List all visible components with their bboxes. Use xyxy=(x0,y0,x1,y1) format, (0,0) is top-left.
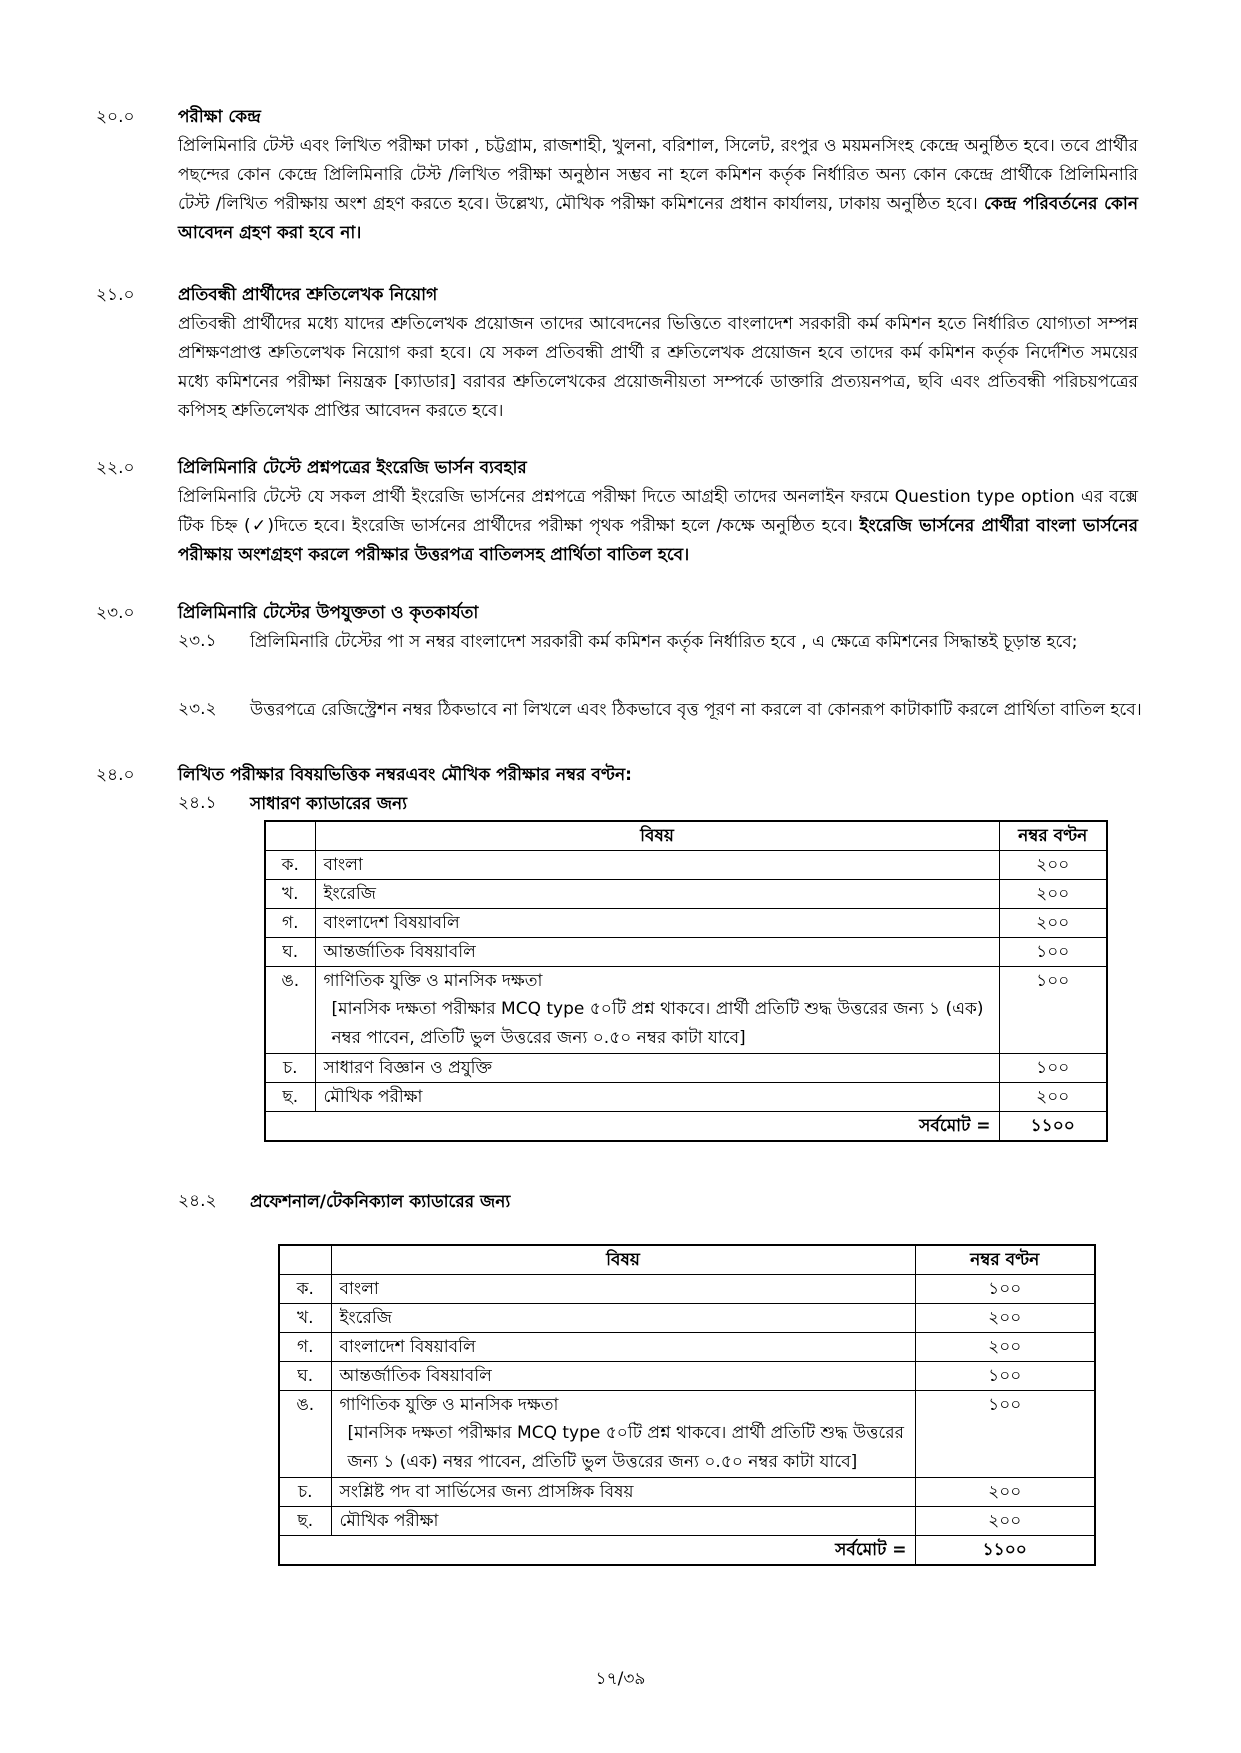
subitem-number: ২৩.২ xyxy=(178,699,217,719)
table-row: খ. ইংরেজি ২০০ xyxy=(265,880,1107,909)
total-label: সর্বমোট = xyxy=(279,1536,915,1566)
subsection-title: প্রফেশনাল/টেকনিক্যাল ক্যাডারের জন্য xyxy=(250,1192,511,1212)
section-title: প্রিলিমিনারি টেস্টের উপযুক্ততা ও কৃতকার্যতা xyxy=(178,603,479,623)
section-title: প্রিলিমিনারি টেস্টে প্রশ্নপত্রের ইংরেজি ভার্সন ব্যবহার xyxy=(178,458,527,478)
header-subject: বিষয় xyxy=(315,821,999,851)
section-number: ২২.০ xyxy=(96,458,135,478)
math-note: [মানসিক দক্ষতা পরীক্ষার MCQ type ৫০টি প্রশ্ন থাকবে। প্রার্থী প্রতিটি শুদ্ধ উত্তরের জন্য ১ (এক) নম্বর পাবেন, প্রতিটি ভুল উত্তরের জন্য ০.৫০ নম্বর কাটা যাবে] xyxy=(347,1423,904,1472)
section-number: ২০.০ xyxy=(96,107,135,127)
subitem-number: ২৩.১ xyxy=(178,631,217,651)
table-header-row xyxy=(279,1245,1095,1275)
table-row: গ. বাংলাদেশ বিষয়াবলি ২০০ xyxy=(265,909,1107,938)
subsection-title: সাধারণ ক্যাডারের জন্য xyxy=(250,794,408,814)
total-value: ১১০০ xyxy=(999,1112,1107,1142)
subitem-text: উত্তরপত্রে রেজিস্ট্রেশন নম্বর ঠিকভাবে না লিখলে এবং ঠিকভাবে বৃত্ত পূরণ না করলে বা কোনরূপ কাটাকাটি করলে প্রার্থিতা বাতিল হবে। xyxy=(250,700,1142,720)
table-row: ক. বাংলা ২০০ xyxy=(265,851,1107,880)
table-row: খ. ইংরেজি ২০০ xyxy=(279,1304,1095,1333)
section-title: পরীক্ষা কেন্দ্র xyxy=(178,107,261,127)
section-body: প্রিলিমিনারি টেস্ট এবং লিখিত পরীক্ষা ঢাকা , চট্টগ্রাম, রাজশাহী, খুলনা, বরিশাল, সিলেট, রংপুর ও ময়মনসিংহ কেন্দ্রে অনুষ্ঠিত হবে। তবে প্রার্থীর পছন্দের কোন কেন্দ্রে প্রিলিমিনারি টেস্ট /লিখিত পরীক্ষা অনুষ্ঠান সম্ভব না হলে কমিশন কর্তৃক নির্ধারিত অন্য কোন কেন্দ্রে প্রার্থীকে প্রিলিমিনারি টেস্ট /লিখিত পরীক্ষায় অংশ গ্রহণ করতে হবে। উল্লেখ্য, মৌখিক পরীক্ষা কমিশনের প্রধান কার্যালয়, ঢাকায় অনুষ্ঠিত হবে। কেন্দ্র পরিবর্তনের কোন আবেদন গ্রহণ করা হবে না। xyxy=(178,136,1139,243)
marks-table-general xyxy=(264,820,1108,1142)
subsection-number: ২৪.১ xyxy=(178,793,217,813)
section-title: প্রতিবন্ধী প্রার্থীদের শ্রুতিলেখক নিয়োগ xyxy=(178,285,438,305)
section-number: ২১.০ xyxy=(96,285,135,305)
table-header-row xyxy=(265,821,1107,851)
bold-notice: ইংরেজি ভার্সনের প্রার্থীরা বাংলা ভার্সনের পরীক্ষায় অংশগ্রহণ করলে পরীক্ষার উত্তরপত্র বাতিলসহ প্রার্থিতা বাতিল হবে। xyxy=(178,516,1139,565)
total-value: ১১০০ xyxy=(915,1536,1095,1566)
section-title: লিখিত পরীক্ষার বিষয়ভিত্তিক নম্বরএবং মৌখিক পরীক্ষার নম্বর বণ্টন: xyxy=(178,765,632,785)
table-total-row xyxy=(279,1536,1095,1566)
table-row-math: ঙ. গাণিতিক যুক্তি ও মানসিক দক্ষতা [মানসিক দক্ষতা পরীক্ষার MCQ type ৫০টি প্রশ্ন থাকবে। প্রার্থী প্রতিটি শুদ্ধ উত্তরের জন্য ১ (এক) নম্বর পাবেন, প্রতিটি ভুল উত্তরের জন্য ০.৫০ নম্বর কাটা যাবে] ১০০ xyxy=(279,1391,1095,1478)
table-row: ক. বাংলা ১০০ xyxy=(279,1275,1095,1304)
table-row: ঘ. আন্তর্জাতিক বিষয়াবলি ১০০ xyxy=(279,1362,1095,1391)
header-subject: বিষয় xyxy=(331,1245,915,1275)
total-label: সর্বমোট = xyxy=(265,1112,999,1142)
marks-table-professional xyxy=(278,1244,1096,1566)
page-number: ১৭/৩৯ xyxy=(595,1669,646,1689)
section-body: প্রতিবন্ধী প্রার্থীদের মধ্যে যাদের শ্রুতিলেখক প্রয়োজন তাদের আবেদনের ভিত্তিতে বাংলাদেশ সরকারী কর্ম কমিশন হতে নির্ধারিত যোগ্যতা সম্পন্ন প্রশিক্ষণপ্রাপ্ত শ্রুতিলেখক নিয়োগ করা হবে। যে সকল প্রতিবন্ধী প্রার্থী র শ্রুতিলেখক প্রয়োজন হবে তাদের কর্ম কমিশন কর্তৃক নির্দেশিত সময়ের মধ্যে কমিশনের পরীক্ষা নিয়ন্ত্রক [ক্যাডার] বরাবর শ্রুতিলেখকের প্রয়োজনীয়তা সম্পর্কে ডাক্তারি প্রত্যয়নপত্র, ছবি এবং প্রতিবন্ধী পরিচয়পত্রের কপিসহ শ্রুতিলেখক প্রাপ্তির আবেদন করতে হবে। xyxy=(178,314,1138,421)
table-row: ছ. মৌখিক পরীক্ষা ২০০ xyxy=(279,1507,1095,1536)
table-row: গ. বাংলাদেশ বিষয়াবলি ২০০ xyxy=(279,1333,1095,1362)
subsection-number: ২৪.২ xyxy=(178,1191,217,1211)
table-row: ঘ. আন্তর্জাতিক বিষয়াবলি ১০০ xyxy=(265,938,1107,967)
table-row-math: ঙ. গাণিতিক যুক্তি ও মানসিক দক্ষতা [মানসিক দক্ষতা পরীক্ষার MCQ type ৫০টি প্রশ্ন থাকবে। প্রার্থী প্রতিটি শুদ্ধ উত্তরের জন্য ১ (এক) নম্বর পাবেন, প্রতিটি ভুল উত্তরের জন্য ০.৫০ নম্বর কাটা যাবে] ১০০ xyxy=(265,967,1107,1054)
section-number: ২৪.০ xyxy=(96,765,135,785)
header-marks: নম্বর বণ্টন xyxy=(915,1245,1095,1275)
table-total-row xyxy=(265,1112,1107,1142)
math-note: [মানসিক দক্ষতা পরীক্ষার MCQ type ৫০টি প্রশ্ন থাকবে। প্রার্থী প্রতিটি শুদ্ধ উত্তরের জন্য ১ (এক) নম্বর পাবেন, প্রতিটি ভুল উত্তরের জন্য ০.৫০ নম্বর কাটা যাবে] xyxy=(331,999,984,1048)
subitem-text: প্রিলিমিনারি টেস্টের পা স নম্বর বাংলাদেশ সরকারী কর্ম কমিশন কর্তৃক নির্ধারিত হবে , এ ক্ষেত্রে কমিশনের সিদ্ধান্তই চূড়ান্ত হবে; xyxy=(250,632,1078,652)
section-body: প্রিলিমিনারি টেস্টে যে সকল প্রার্থী ইংরেজি ভার্সনের প্রশ্নপত্রে পরীক্ষা দিতে আগ্রহী তাদের অনলাইন ফরমে Question type option এর বক্সে টিক চিহ্ন (✓)দিতে হবে। ইংরেজি ভার্সনের প্রার্থীদের পরীক্ষা পৃথক পরীক্ষা হলে /কক্ষে অনুষ্ঠিত হবে। ইংরেজি ভার্সনের প্রার্থীরা বাংলা ভার্সনের পরীক্ষায় অংশগ্রহণ করলে পরীক্ষার উত্তরপত্র বাতিলসহ প্রার্থিতা বাতিল হবে। xyxy=(178,487,1139,565)
section-number: ২৩.০ xyxy=(96,603,135,623)
table-row: ছ. মৌখিক পরীক্ষা ২০০ xyxy=(265,1083,1107,1112)
table-row: চ. সাধারণ বিজ্ঞান ও প্রযুক্তি ১০০ xyxy=(265,1054,1107,1083)
bold-notice: কেন্দ্র পরিবর্তনের কোন আবেদন গ্রহণ করা হবে না। xyxy=(178,194,1139,243)
header-marks: নম্বর বণ্টন xyxy=(999,821,1107,851)
table-row: চ. সংশ্লিষ্ট পদ বা সার্ভিসের জন্য প্রাসঙ্গিক বিষয় ২০০ xyxy=(279,1478,1095,1507)
